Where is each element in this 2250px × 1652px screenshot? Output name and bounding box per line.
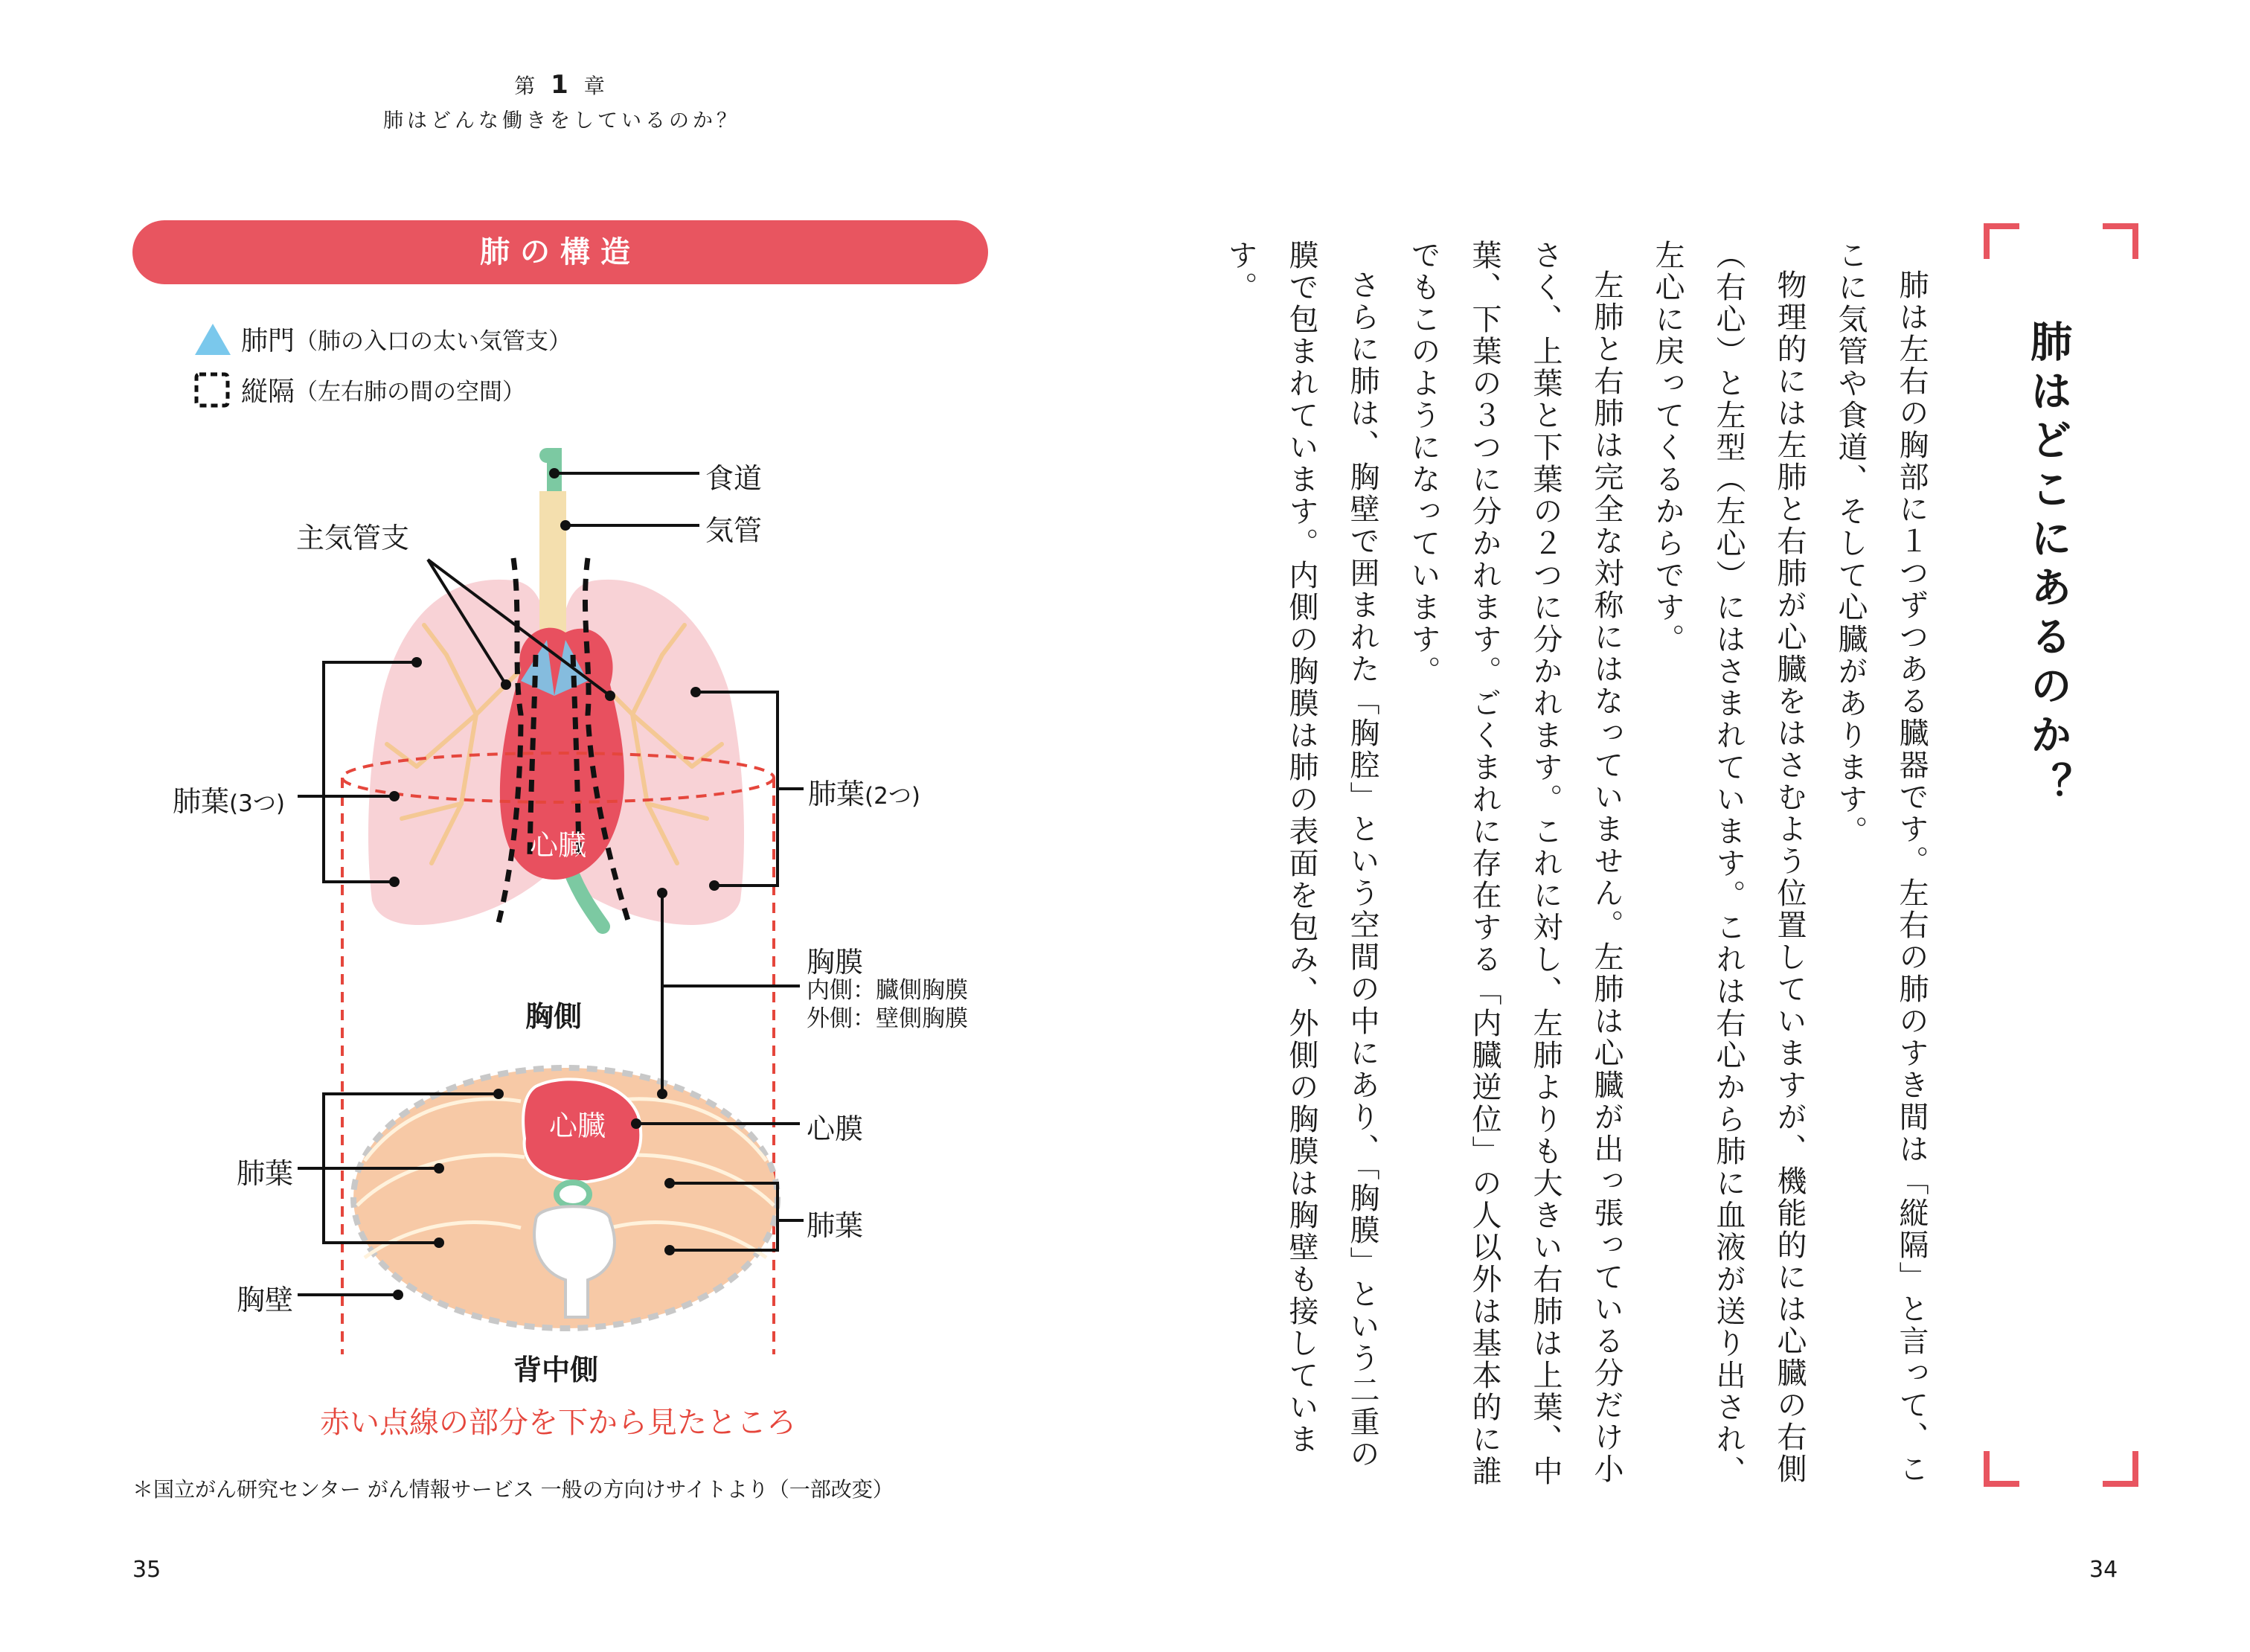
- label-lobe-right-count: (3つ): [229, 790, 285, 817]
- label-lobe-section-left: 肺葉: [237, 1157, 294, 1190]
- label-lobe-right: [173, 778, 285, 819]
- label-pericardium: 心膜: [807, 1112, 864, 1145]
- bracket-top-right: [2103, 223, 2138, 259]
- bracket-bottom-left: [1984, 1451, 2019, 1487]
- label-heart-section: 心臓: [549, 1110, 606, 1142]
- legend-hilum-term: 肺門: [241, 326, 295, 356]
- legend-hilum-note: （肺の入口の太い気管支）: [295, 328, 572, 355]
- label-trachea: 気管: [705, 514, 763, 547]
- label-pleura-inner: 内側：臓側胸膜: [807, 977, 968, 1004]
- page-number-right: 34: [2089, 1557, 2118, 1583]
- label-esophagus: 食道: [705, 462, 763, 495]
- chapter-suffix: 章: [583, 74, 609, 98]
- bracket-bottom-right: [2103, 1451, 2138, 1487]
- label-main-bronchus: 主気管支: [296, 522, 410, 554]
- section-banner: 肺の構造: [132, 220, 988, 284]
- chapter-prefix: 第: [514, 74, 540, 98]
- chapter-number: 1: [551, 70, 573, 100]
- label-lobe-left-count: (2つ): [865, 783, 920, 810]
- paragraph: 肺は左右の胸部に１つずつある臓器です。左右の肺のすき間は「縦隔」と言って、ここに気管や食道、そして心臓があります。: [1833, 240, 1929, 1485]
- paragraph: さらに肺は、胸壁で囲まれた「胸腔」という空間の中にあり、「胸膜」という二重の膜で包まれています。内側の胸膜は肺の表面を包み、外側の胸膜は胸壁も接しています。: [1223, 240, 1379, 1470]
- label-chest-side: 胸側: [525, 1000, 583, 1033]
- legend-mediastinum-note: （左右肺の間の空間）: [295, 379, 526, 406]
- label-back-side: 背中側: [513, 1354, 599, 1386]
- paragraph: 物理的には左肺と右肺が心臓をはさむよう位置していますが、機能的には心臓の右側（右心）と左型（左心）にはさまれています。これは右心から肺に血液が送り出され、左心に戻ってくるからです。: [1650, 240, 1807, 1488]
- label-lobe-left-term: 肺葉: [808, 778, 865, 810]
- legend-mediastinum-term: 縦隔: [241, 377, 295, 407]
- diagram-caption: 赤い点線の部分を下から見たところ: [320, 1406, 796, 1440]
- esophagus-section: [557, 1182, 589, 1206]
- label-pleura: 胸膜: [807, 946, 864, 979]
- chapter-title: 肺はどんな働きをしているのか？: [383, 109, 740, 132]
- label-lobe-left: [808, 771, 920, 812]
- paragraph: 左肺と右肺は完全な対称にはなっていません。左肺は心臓が出っ張っている分だけ小さく、上葉と下葉の２つに分かれます。これに対し、左肺よりも大きい右肺は上葉、中葉、下葉の３つに分かれます。ごくまれに存在する「内臓逆位」の人以外は基本的に誰でもこのようになっています。: [1406, 240, 1624, 1488]
- source-note: ＊国立がん研究センター がん情報サービス 一般の方向けサイトより（一部改変）: [132, 1477, 894, 1502]
- label-lobe-right-term: 肺葉: [173, 785, 230, 818]
- body-text: [1223, 240, 1942, 1497]
- label-chest-wall: 胸壁: [237, 1284, 294, 1316]
- lung-diagram: [0, 0, 1116, 1414]
- label-heart-front: 心臓: [530, 829, 587, 862]
- page-number-left: 35: [132, 1557, 161, 1583]
- bracket-top-left: [1984, 223, 2019, 259]
- label-pleura-outer: 外側：壁側胸膜: [807, 1005, 968, 1032]
- label-lobe-section-right: 肺葉: [807, 1209, 864, 1242]
- section-title: 肺はどこにあるのか？: [2024, 320, 2072, 811]
